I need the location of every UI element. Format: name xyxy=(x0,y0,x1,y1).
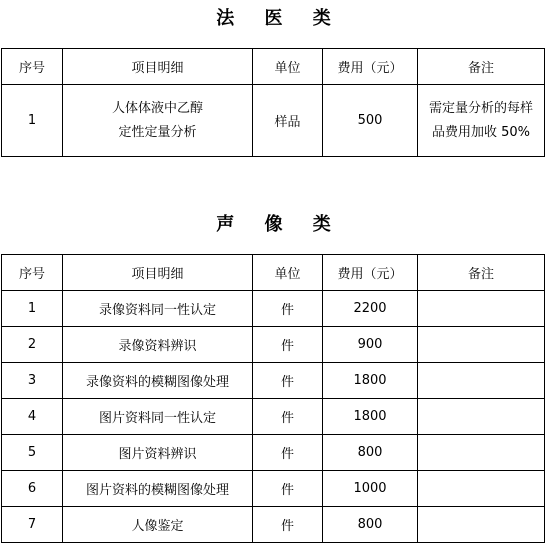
cell-remarks xyxy=(418,363,545,399)
header-item-detail: 项目明细 xyxy=(63,255,253,291)
cell-fee: 900 xyxy=(323,327,418,363)
header-remarks: 备注 xyxy=(418,255,545,291)
cell-unit: 样品 xyxy=(253,85,323,157)
cell-serial-number: 2 xyxy=(2,327,63,363)
header-item-detail: 项目明细 xyxy=(63,49,253,85)
cell-remarks xyxy=(418,399,545,435)
table-row xyxy=(2,471,545,507)
table-row xyxy=(2,363,545,399)
cell-unit: 件 xyxy=(253,291,323,327)
cell-serial-number: 4 xyxy=(2,399,63,435)
cell-remarks xyxy=(418,327,545,363)
forensic-section-title: 法 医 类 xyxy=(216,8,343,29)
table-row xyxy=(2,435,545,471)
cell-item-detail xyxy=(63,85,253,157)
table-header-row xyxy=(2,255,545,291)
header-remarks: 备注 xyxy=(418,49,545,85)
header-fee: 费用（元） xyxy=(323,255,418,291)
table-row xyxy=(2,327,545,363)
table-header-row xyxy=(2,49,545,85)
header-fee: 费用（元） xyxy=(323,49,418,85)
header-serial-number: 序号 xyxy=(2,255,63,291)
cell-remarks xyxy=(418,471,545,507)
cell-item-detail: 录像资料同一性认定 xyxy=(63,291,253,327)
cell-item-detail: 图片资料的模糊图像处理 xyxy=(63,471,253,507)
cell-item-detail: 录像资料的模糊图像处理 xyxy=(63,363,253,399)
table-row xyxy=(2,291,545,327)
cell-unit: 件 xyxy=(253,507,323,543)
cell-item-detail: 录像资料辨识 xyxy=(63,327,253,363)
cell-unit: 件 xyxy=(253,363,323,399)
cell-serial-number: 7 xyxy=(2,507,63,543)
cell-unit: 件 xyxy=(253,399,323,435)
cell-fee: 1000 xyxy=(323,471,418,507)
cell-fee: 800 xyxy=(323,507,418,543)
cell-serial-number: 5 xyxy=(2,435,63,471)
remarks-line: 需定量分析的每样 xyxy=(428,100,533,116)
header-unit: 单位 xyxy=(253,255,323,291)
cell-remarks xyxy=(418,507,545,543)
cell-unit: 件 xyxy=(253,435,323,471)
cell-fee: 2200 xyxy=(323,291,418,327)
header-serial-number: 序号 xyxy=(2,49,63,85)
forensic-fee-table xyxy=(1,48,545,157)
audio-video-section-title: 声 像 类 xyxy=(216,214,343,235)
table-row xyxy=(2,85,545,157)
audio-video-fee-table xyxy=(1,254,545,543)
cell-serial-number: 6 xyxy=(2,471,63,507)
cell-fee: 1800 xyxy=(323,399,418,435)
item-detail-line: 定性定量分析 xyxy=(118,124,197,140)
cell-remarks xyxy=(418,85,545,157)
cell-serial-number: 1 xyxy=(2,85,63,157)
cell-fee: 1800 xyxy=(323,363,418,399)
remarks-line: 品费用加收 50% xyxy=(431,124,531,140)
cell-fee: 800 xyxy=(323,435,418,471)
cell-unit: 件 xyxy=(253,327,323,363)
cell-item-detail: 图片资料同一性认定 xyxy=(63,399,253,435)
cell-unit: 件 xyxy=(253,471,323,507)
item-detail-line: 人体体液中乙醇 xyxy=(111,100,203,116)
cell-remarks xyxy=(418,435,545,471)
table-row xyxy=(2,399,545,435)
table-row xyxy=(2,507,545,543)
cell-item-detail: 人像鉴定 xyxy=(63,507,253,543)
cell-serial-number: 3 xyxy=(2,363,63,399)
cell-item-detail: 图片资料辨识 xyxy=(63,435,253,471)
cell-fee: 500 xyxy=(323,85,418,157)
cell-remarks xyxy=(418,291,545,327)
header-unit: 单位 xyxy=(253,49,323,85)
cell-serial-number: 1 xyxy=(2,291,63,327)
